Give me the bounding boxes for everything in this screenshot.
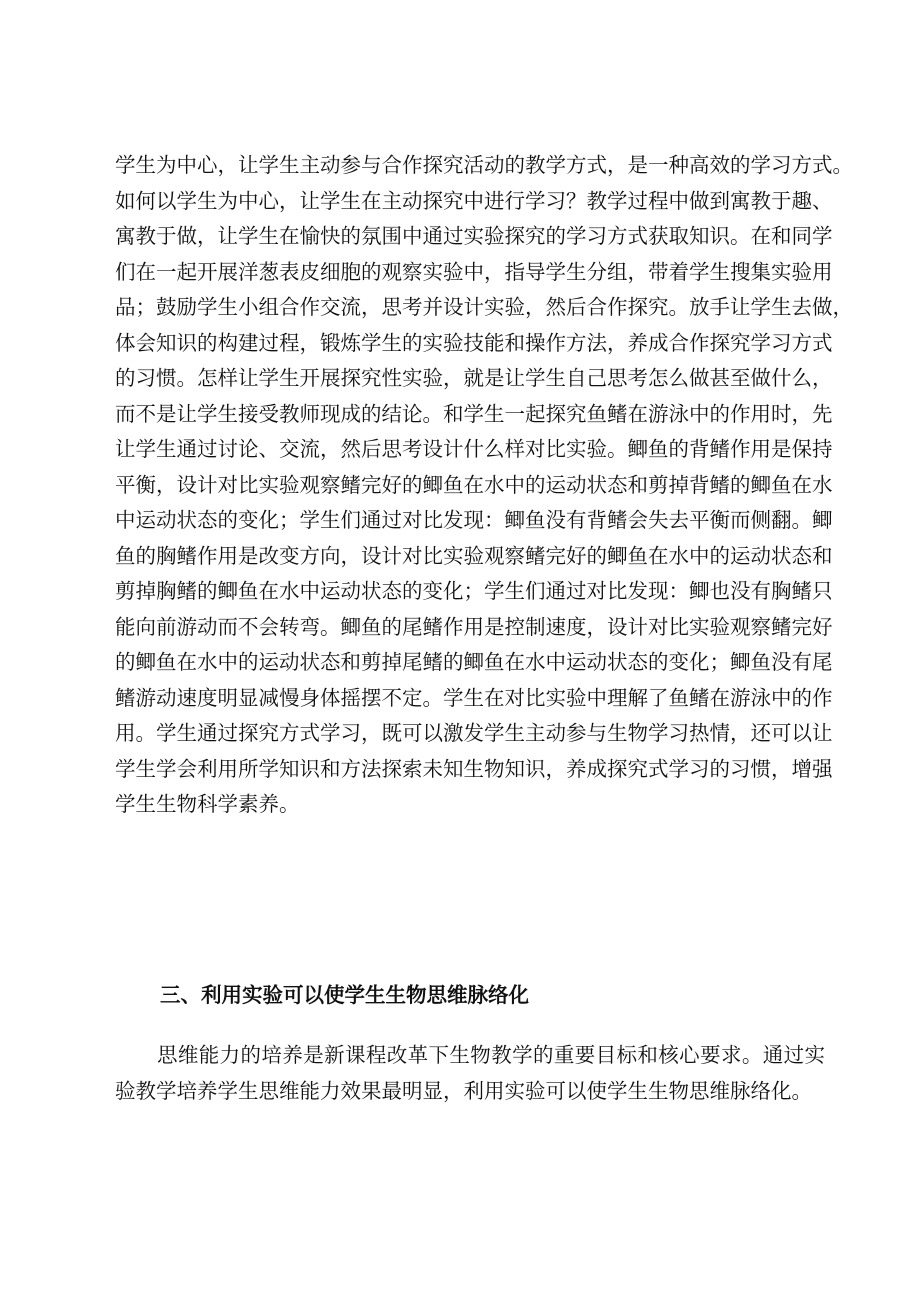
text-line: 让学生通过讨论、交流，然后思考设计什么样对比实验。鲫鱼的背鳍作用是保持	[115, 437, 833, 461]
body-paragraph-2	[115, 1038, 825, 1109]
text-line: 的习惯。怎样让学生开展探究性实验，就是让学生自己思考怎么做甚至做什么，	[115, 366, 833, 390]
text-line: 鱼的胸鳍作用是改变方向，设计对比实验观察鳍完好的鲫鱼在水中的运动状态和	[115, 543, 833, 568]
paragraph	[115, 148, 853, 823]
text-line: 学生学会利用所学知识和方法探索未知生物知识，养成探究式学习的习惯，增强	[115, 756, 833, 781]
text-line: 的鲫鱼在水中的运动状态和剪掉尾鳍的鲫鱼在水中运动状态的变化；鲫鱼没有尾	[115, 650, 833, 674]
text-line: 学生为中心，让学生主动参与合作探究活动的教学方式，是一种高效的学习方式。	[115, 153, 853, 177]
text-line: 寓教于做，让学生在愉快的氛围中通过实验探究的学习方式获取知识。在和同学	[115, 224, 833, 248]
text-line: 能向前游动而不会转弯。鲫鱼的尾鳍作用是控制速度，设计对比实验观察鳍完好	[115, 614, 833, 639]
text-line: 验教学培养学生思维能力效果最明显，利用实验可以使学生生物思维脉络化。	[115, 1078, 812, 1103]
text-line: 用。学生通过探究方式学习，既可以激发学生主动参与生物学习热情，还可以让	[115, 721, 833, 745]
section-heading: 三、利用实验可以使学生生物思维脉络化	[160, 983, 529, 1007]
text-line: 而不是让学生接受教师现成的结论。和学生一起探究鱼鳍在游泳中的作用时，先	[115, 401, 833, 426]
text-line: 体会知识的构建过程，锻炼学生的实验技能和操作方法，养成合作探究学习方式	[115, 330, 833, 355]
text-line: 鳍游动速度明显减慢身体摇摆不定。学生在对比实验中理解了鱼鳍在游泳中的作	[115, 685, 833, 710]
text-line: 品；鼓励学生小组合作交流，思考并设计实验，然后合作探究。放手让学生去做，	[115, 295, 853, 319]
text-line: 平衡，设计对比实验观察鳍完好的鲫鱼在水中的运动状态和剪掉背鳍的鲫鱼在水	[115, 472, 833, 497]
body-paragraph-1	[115, 148, 853, 823]
text-line: 剪掉胸鳍的鲫鱼在水中运动状态的变化；学生们通过对比发现：鲫也没有胸鳍只	[115, 579, 833, 603]
text-line: 们在一起开展洋葱表皮细胞的观察实验中，指导学生分组，带着学生搜集实验用	[115, 259, 833, 284]
text-line: 中运动状态的变化；学生们通过对比发现：鲫鱼没有背鳍会失去平衡而侧翻。鲫	[115, 508, 833, 532]
text-line: 如何以学生为中心，让学生在主动探究中进行学习？教学过程中做到寓教于趣、	[115, 188, 833, 213]
text-line: 思维能力的培养是新课程改革下生物教学的重要目标和核心要求。通过实	[157, 1043, 825, 1067]
text-line: 学生生物科学素养。	[115, 792, 300, 816]
